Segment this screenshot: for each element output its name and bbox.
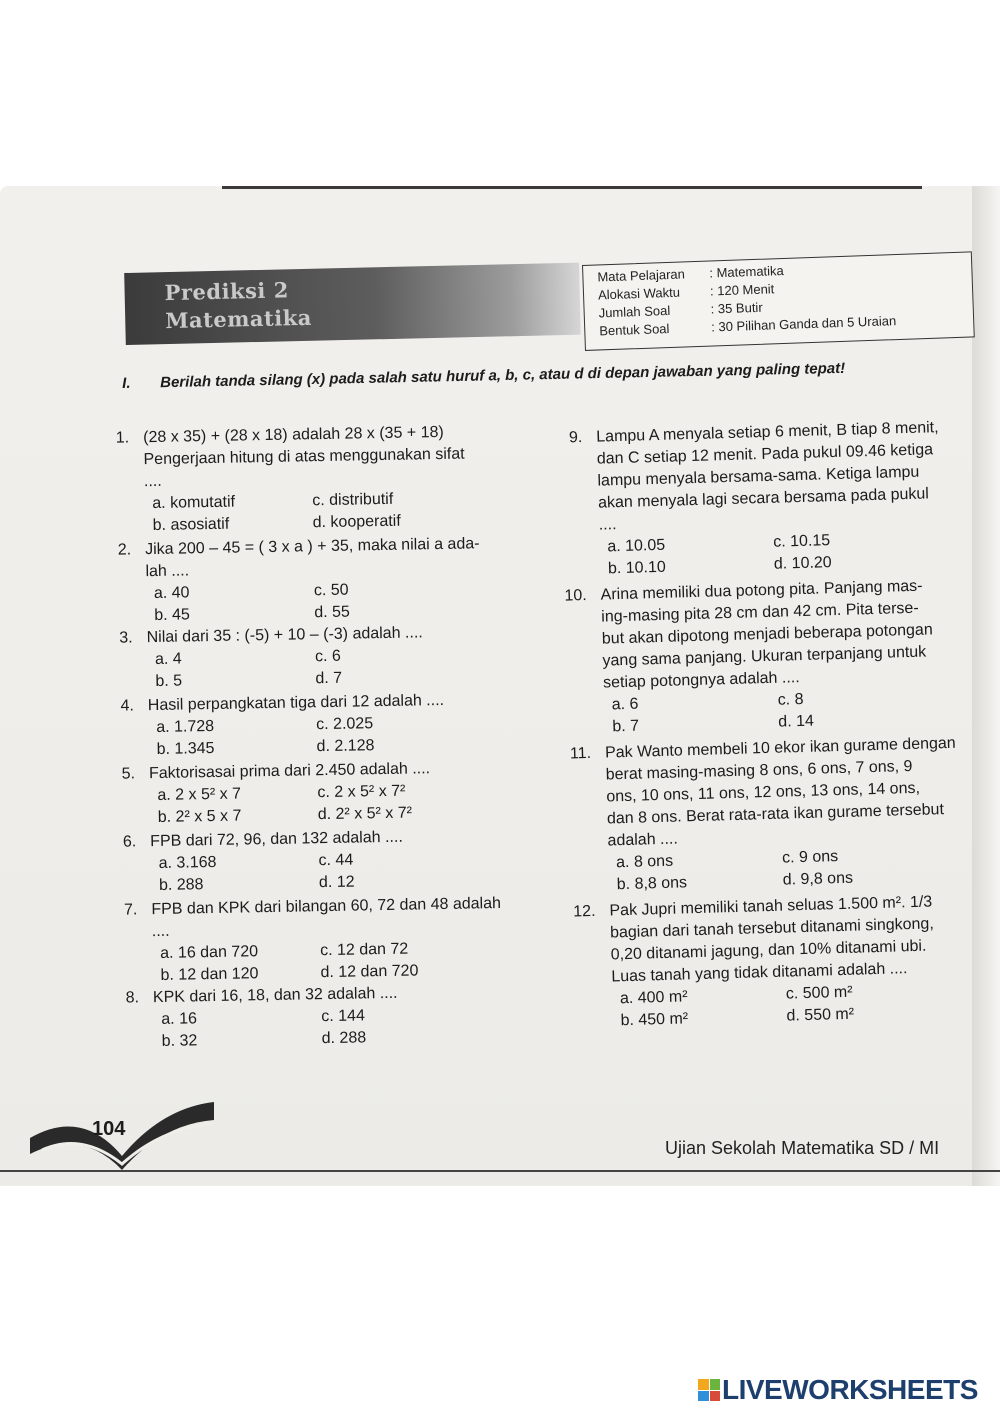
watermark-text: LIVEWORKSHEETS — [722, 1374, 978, 1405]
question-number: 9. — [568, 429, 583, 447]
question-item — [552, 574, 975, 736]
question-line: .... — [143, 472, 162, 491]
answer-option-a[interactable]: a. 10.05 — [607, 536, 666, 556]
question-text — [151, 892, 549, 943]
question-number: 2. — [117, 541, 132, 559]
answer-option-b[interactable]: b. 1.345 — [156, 739, 215, 758]
banner-subject: Matematika — [164, 304, 313, 334]
question-line: yang sama panjang. Ukuran terpanjang untuk — [602, 643, 927, 670]
question-line: setiap potongnya adalah .... — [602, 669, 800, 692]
question-number: 5. — [121, 765, 136, 783]
answer-option-c[interactable]: c. distributif — [312, 490, 394, 510]
question-text — [145, 532, 543, 583]
answer-option-b[interactable]: b. 8,8 ons — [616, 874, 688, 894]
page-edge-shadow — [972, 186, 1000, 1186]
answer-option-a[interactable]: a. 40 — [153, 584, 190, 602]
answer-option-b[interactable]: b. 7 — [612, 717, 640, 736]
question-number: 8. — [125, 989, 140, 1007]
liveworksheets-logo — [698, 1374, 978, 1406]
answer-option-c[interactable]: c. 500 m² — [785, 983, 853, 1003]
question-line: FPB dan KPK dari bilangan 60, 72 dan 48 adalah — [151, 894, 502, 919]
answer-option-b[interactable]: b. 32 — [161, 1032, 198, 1050]
question-number: 3. — [119, 629, 133, 647]
page-number: 104 — [92, 1118, 126, 1140]
question-item — [561, 890, 983, 1030]
answer-option-b[interactable]: b. 12 dan 120 — [160, 965, 259, 984]
book-title: Ujian Sekolah Matematika SD / MI — [665, 1138, 940, 1158]
question-line: Pengerjaan hitung di atas menggunakan sifat — [143, 445, 465, 469]
answer-option-a[interactable]: a. komutatif — [152, 493, 236, 513]
answer-option-c[interactable]: c. 8 — [777, 690, 804, 709]
question-line: FPB dari 72, 96, dan 132 adalah .... — [150, 828, 403, 851]
question-text — [143, 420, 541, 493]
answer-option-d[interactable]: d. 55 — [314, 603, 350, 622]
question-line: .... — [598, 516, 617, 534]
answer-option-c[interactable]: c. 50 — [313, 581, 349, 600]
question-line: berat masing-masing 8 ons, 6 ons, 7 ons, 9 — [605, 757, 913, 784]
exam-info-box — [582, 251, 975, 351]
answer-option-b[interactable]: b. 45 — [154, 606, 191, 624]
info-row: Jumlah Soal : 35 Butir — [598, 299, 763, 321]
question-item — [557, 732, 980, 894]
answer-option-a[interactable]: a. 8 ons — [615, 852, 674, 872]
question-line: Lampu A menyala setiap 6 menit, B tiap 8 menit, — [596, 419, 939, 446]
answer-option-a[interactable]: a. 4 — [154, 650, 182, 668]
answer-option-c[interactable]: c. 144 — [321, 1007, 366, 1026]
answer-option-a[interactable]: a. 16 dan 720 — [160, 943, 259, 962]
answer-option-c[interactable]: c. 6 — [314, 647, 341, 666]
answer-option-d[interactable]: d. 12 dan 720 — [320, 962, 419, 982]
answer-option-d[interactable]: d. kooperatif — [312, 512, 401, 532]
answer-option-b[interactable]: b. 5 — [155, 672, 183, 690]
question-text — [605, 732, 980, 852]
question-item — [97, 532, 543, 624]
question-text — [596, 416, 971, 536]
question-number: 7. — [123, 901, 138, 919]
question-item — [103, 892, 549, 984]
question-number: 12. — [573, 902, 596, 921]
question-line: dan 8 ons. Berat rata-rata ikan gurame tersebut — [606, 801, 945, 828]
question-line: ing-masing pita 28 cm dan 42 cm. Pita terse- — [601, 599, 919, 626]
banner-title: Prediksi 2 — [164, 277, 290, 306]
answer-option-b[interactable]: b. 288 — [158, 876, 204, 894]
answer-option-c[interactable]: c. 44 — [318, 851, 354, 870]
bottom-divider — [0, 1170, 1000, 1172]
top-divider — [222, 186, 922, 189]
instruction-text: Berilah tanda silang (x) pada salah satu huruf a, b, c, atau d di depan jawaban yang paling tepat! — [159, 359, 846, 392]
question-line: akan menyala lagi secara bersama pada pukul — [597, 485, 930, 512]
question-line: Hasil perpangkatan tiga dari 12 adalah .... — [147, 691, 445, 715]
answer-option-d[interactable]: d. 550 m² — [786, 1005, 855, 1025]
answer-option-d[interactable]: d. 9,8 ons — [782, 869, 854, 889]
question-number: 4. — [120, 697, 135, 715]
answer-option-c[interactable]: c. 9 ons — [781, 848, 839, 867]
answer-option-d[interactable]: d. 288 — [321, 1029, 367, 1048]
question-text — [600, 574, 975, 694]
question-line: .... — [151, 922, 170, 941]
question-text — [609, 890, 983, 988]
question-line: dan C setiap 12 menit. Pada pukul 09.46 ketiga — [596, 441, 934, 468]
question-line: lah .... — [145, 562, 190, 581]
answer-option-a[interactable]: a. 16 — [161, 1010, 198, 1028]
info-row: Alokasi Waktu : 120 Menit — [597, 281, 775, 303]
question-line: Luas tanah yang tidak ditanami adalah .... — [611, 960, 908, 986]
question-line: adalah .... — [607, 830, 679, 850]
answer-option-c[interactable]: c. 2.025 — [316, 715, 374, 734]
info-row: Bentuk Soal : 30 Pilihan Ganda dan 5 Uraian — [599, 313, 897, 339]
answer-option-d[interactable]: d. 10.20 — [773, 554, 832, 573]
question-line: Jika 200 – 45 = ( 3 x a ) + 35, maka nilai a ada- — [144, 535, 480, 559]
question-line: Arina memiliki dua potong pita. Panjang mas- — [600, 577, 923, 604]
answer-option-a[interactable]: a. 6 — [611, 695, 639, 714]
answer-option-d[interactable]: d. 12 — [318, 873, 355, 892]
answer-option-b[interactable]: b. 2² x 5 x 7 — [157, 807, 242, 826]
liveworksheets-icon — [698, 1379, 720, 1401]
answer-option-c[interactable]: c. 12 dan 72 — [320, 940, 409, 960]
question-line: bagian dari tanah tersebut ditanami singkong, — [609, 915, 935, 942]
info-row: Mata Pelajaran : Matematika — [597, 262, 784, 285]
question-line: lampu menyala bersama-sama. Ketiga lampu — [597, 463, 920, 490]
answer-option-a[interactable]: a. 400 m² — [619, 988, 688, 1008]
answer-option-b[interactable]: b. 450 m² — [620, 1010, 689, 1030]
question-line: KPK dari 16, 18, dan 32 adalah .... — [152, 984, 398, 1007]
question-line: 0,20 ditanami jagung, dan 10% ditanami ubi. — [610, 937, 927, 964]
answer-option-d[interactable]: d. 2² x 5² x 7² — [317, 804, 413, 824]
answer-option-a[interactable]: a. 3.168 — [158, 853, 217, 872]
answer-option-c[interactable]: c. 10.15 — [773, 532, 831, 551]
question-line: Pak Wanto membeli 10 ekor ikan gurame dengan — [604, 734, 956, 762]
answer-option-c[interactable]: c. 2 x 5² x 7² — [317, 782, 406, 802]
question-number: 1. — [115, 429, 130, 447]
question-item — [548, 416, 971, 578]
question-line: Faktorisasai prima dari 2.450 adalah .... — [148, 760, 431, 783]
question-line: Pak Jupri memiliki tanah seluas 1.500 m². 1/3 — [609, 893, 933, 920]
answer-option-d[interactable]: d. 7 — [315, 669, 343, 688]
question-number: 11. — [569, 744, 592, 763]
answer-option-a[interactable]: a. 1.728 — [156, 717, 215, 736]
question-line: ons, 10 ons, 11 ons, 12 ons, 13 ons, 14 ons, — [606, 779, 921, 806]
answer-option-a[interactable]: a. 2 x 5² x 7 — [157, 785, 242, 804]
title-banner — [124, 263, 581, 345]
question-number: 10. — [564, 586, 587, 605]
question-line: Nilai dari 35 : (-5) + 10 – (-3) adalah .... — [146, 624, 423, 647]
answer-option-b[interactable]: b. asosiatif — [152, 515, 230, 535]
answer-option-d[interactable]: d. 14 — [778, 712, 815, 731]
answer-option-d[interactable]: d. 2.128 — [316, 737, 375, 756]
question-item — [95, 420, 541, 535]
question-line: but akan dipotong menjadi beberapa potongan — [601, 621, 933, 648]
answer-option-b[interactable]: b. 10.10 — [607, 558, 666, 578]
question-number: 6. — [122, 833, 137, 851]
question-line: (28 x 35) + (28 x 18) adalah 28 x (35 + 18) — [143, 423, 444, 447]
section-number: I. — [122, 374, 131, 392]
